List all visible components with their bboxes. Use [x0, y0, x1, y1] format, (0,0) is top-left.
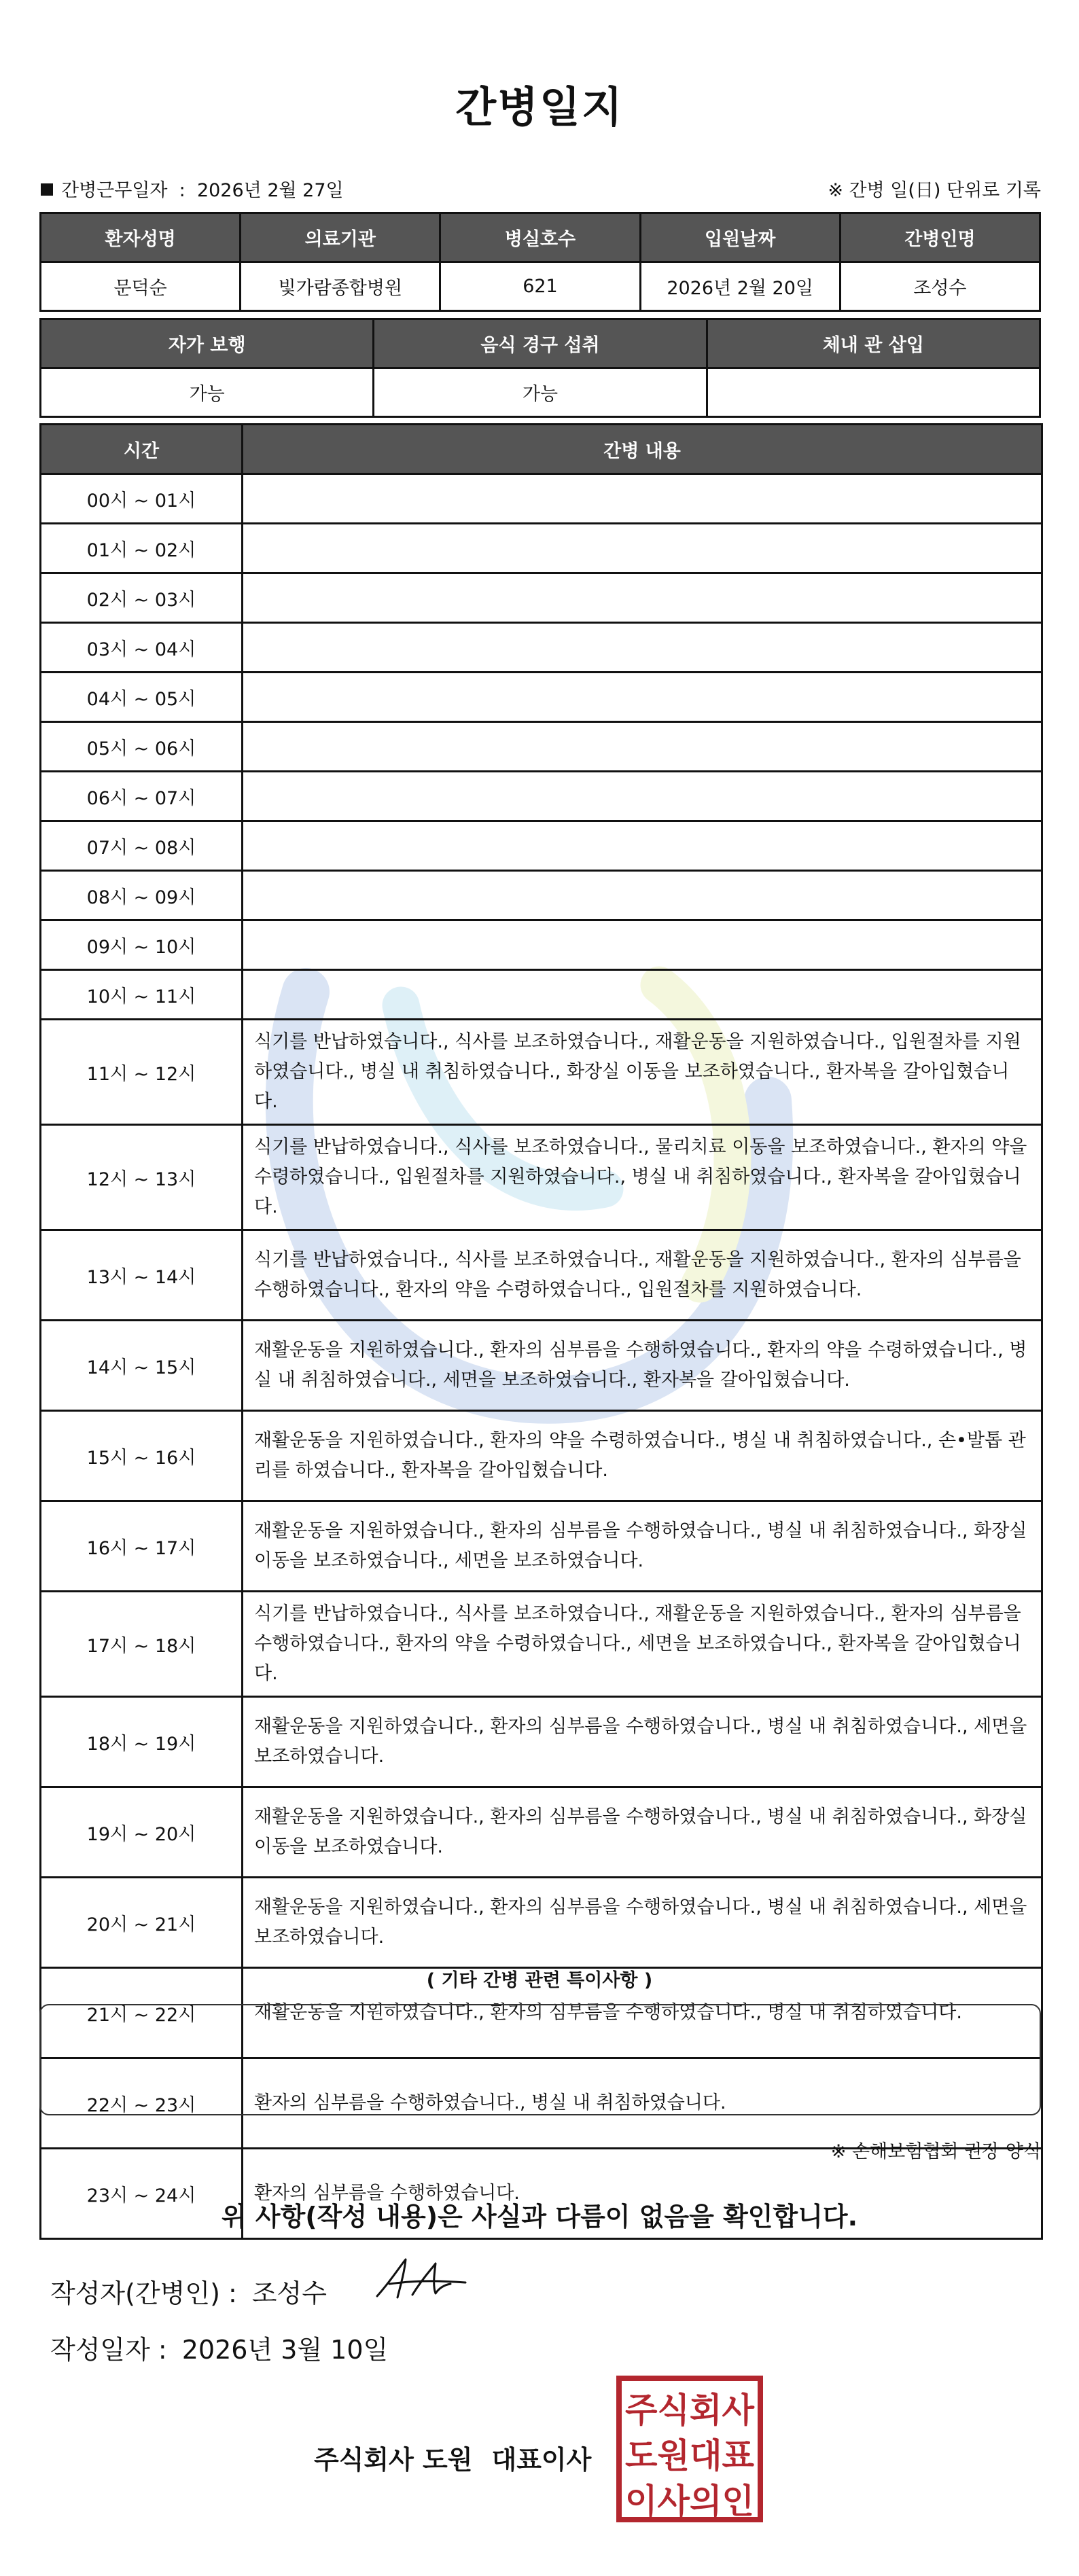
care-log-time: 16시 ~ 17시 — [41, 1501, 243, 1592]
svg-text:주식회사: 주식회사 — [625, 2391, 755, 2430]
care-log-time: 09시 ~ 10시 — [41, 920, 243, 970]
care-log-content: 식기를 반납하였습니다., 식사를 보조하였습니다., 재활운동을 지원하였습니다., 입원절차를 지원하였습니다., 병실 내 취침하였습니다., 화장실 이동을 보조하였습니다., 환자복을 갈아입혔습니다. — [243, 1020, 1042, 1125]
care-log-time: 01시 ~ 02시 — [41, 524, 243, 573]
company-name: 주식회사 도원 — [314, 2445, 473, 2475]
care-log-content — [243, 871, 1042, 920]
room-number: 621 — [440, 262, 640, 311]
writer-name: 조성수 — [251, 2278, 327, 2308]
header-time: 시간 — [41, 425, 243, 474]
header-oral-intake: 음식 경구 섭취 — [374, 319, 707, 368]
care-log-row — [41, 821, 1042, 871]
company-representative: 대표이사 — [491, 2445, 592, 2475]
care-log-time: 19시 ~ 20시 — [41, 1787, 243, 1878]
care-log-content: 식기를 반납하였습니다., 식사를 보조하였습니다., 물리치료 이동을 보조하였습니다., 환자의 약을 수령하였습니다., 입원절차를 지원하였습니다., 병실 내 취침하였습니다., 환자복을 갈아입혔습니다. — [243, 1125, 1042, 1230]
care-log-time: 08시 ~ 09시 — [41, 871, 243, 920]
signature — [370, 2254, 472, 2308]
special-notes-box — [39, 2004, 1041, 2115]
oral-intake-status: 가능 — [374, 368, 707, 417]
written-date-value: 2026년 3월 10일 — [181, 2335, 389, 2365]
patient-status-value-row — [41, 368, 1040, 417]
care-log-time: 05시 ~ 06시 — [41, 722, 243, 772]
care-log-row — [41, 970, 1042, 1020]
patient-info-header-row — [41, 213, 1040, 262]
written-date-label: 작성일자 : — [50, 2335, 167, 2365]
care-log-row — [41, 1787, 1042, 1878]
care-log-content: 재활운동을 지원하였습니다., 환자의 심부름을 수행하였습니다., 병실 내 취침하였습니다., 화장실 이동을 보조하였습니다. — [243, 1787, 1042, 1878]
care-log-row — [41, 1230, 1042, 1321]
care-log-time: 04시 ~ 05시 — [41, 673, 243, 722]
svg-text:도원대표: 도원대표 — [625, 2436, 755, 2475]
walking-status: 가능 — [41, 368, 374, 417]
company-line — [314, 2439, 591, 2476]
unit-note: ※ 간병 일(日) 단위로 기록 — [828, 180, 1041, 201]
care-log-time: 14시 ~ 15시 — [41, 1321, 243, 1411]
care-log-time: 11시 ~ 12시 — [41, 1020, 243, 1125]
page-title: 간병일지 — [455, 82, 624, 132]
care-log-time: 23시 ~ 24시 — [41, 2149, 243, 2239]
header-walking: 자가 보행 — [41, 319, 374, 368]
header-caregiver: 간병인명 — [840, 213, 1040, 262]
care-log-row — [41, 722, 1042, 772]
care-log-row — [41, 1321, 1042, 1411]
care-log-content — [243, 920, 1042, 970]
work-date-label: 간병근무일자 — [61, 180, 168, 201]
care-log-time: 03시 ~ 04시 — [41, 623, 243, 673]
header-patient-name: 환자성명 — [41, 213, 241, 262]
care-log-content — [243, 722, 1042, 772]
care-log-row — [41, 1878, 1042, 1968]
care-log-time: 02시 ~ 03시 — [41, 573, 243, 623]
care-log-row — [41, 573, 1042, 623]
care-log-row — [41, 871, 1042, 920]
header-care-content: 간병 내용 — [243, 425, 1042, 474]
writer-line — [50, 2272, 327, 2310]
care-log-content: 환자의 심부름을 수행하였습니다., 병실 내 취침하였습니다. — [243, 2058, 1042, 2149]
writer-label: 작성자(간병인) : — [50, 2278, 237, 2308]
work-date-value: 2026년 2월 27일 — [196, 180, 344, 201]
care-log-content — [243, 623, 1042, 673]
care-log-content — [243, 573, 1042, 623]
care-log-content — [243, 821, 1042, 871]
care-log-time: 20시 ~ 21시 — [41, 1878, 243, 1968]
care-log-content — [243, 524, 1042, 573]
care-log-content — [243, 970, 1042, 1020]
care-log-content: 식기를 반납하였습니다., 식사를 보조하였습니다., 재활운동을 지원하였습니다., 환자의 심부름을 수행하였습니다., 환자의 약을 수령하였습니다., 세면을 보조하였습니다., 환자복을 갈아입혔습니다. — [243, 1592, 1042, 1697]
care-log-time: 21시 ~ 22시 — [41, 1968, 243, 2058]
care-log-row — [41, 1697, 1042, 1787]
care-log-content: 환자의 심부름을 수행하였습니다. — [243, 2149, 1042, 2239]
care-log-content: 재활운동을 지원하였습니다., 환자의 심부름을 수행하였습니다., 환자의 약을 수령하였습니다., 병실 내 취침하였습니다., 세면을 보조하였습니다., 환자복을 갈아입혔습니다. — [243, 1321, 1042, 1411]
work-date: 간병근무일자 : 2026년 2월 27일 — [41, 175, 344, 202]
company-seal — [615, 2374, 764, 2524]
care-log-time: 17시 ~ 18시 — [41, 1592, 243, 1697]
patient-status-header-row — [41, 319, 1040, 368]
care-log-content: 재활운동을 지원하였습니다., 환자의 심부름을 수행하였습니다., 병실 내 취침하였습니다. — [243, 1968, 1042, 2058]
patient-info-value-row — [41, 262, 1040, 311]
care-log-content: 식기를 반납하였습니다., 식사를 보조하였습니다., 재활운동을 지원하였습니다., 환자의 심부름을 수행하였습니다., 환자의 약을 수령하였습니다., 입원절차를 지원하였습니다. — [243, 1230, 1042, 1321]
square-bullet-icon — [41, 183, 53, 196]
care-log-row — [41, 920, 1042, 970]
patient-name: 문덕순 — [41, 262, 241, 311]
svg-text:이사의인: 이사의인 — [625, 2482, 754, 2521]
header-admission-date: 입원날짜 — [640, 213, 840, 262]
care-log-time: 12시 ~ 13시 — [41, 1125, 243, 1230]
care-log-content: 재활운동을 지원하였습니다., 환자의 약을 수령하였습니다., 병실 내 취침하였습니다., 손•발톱 관리를 하였습니다., 환자복을 갈아입혔습니다. — [243, 1411, 1042, 1501]
care-log-row — [41, 1592, 1042, 1697]
patient-status-table — [39, 318, 1041, 418]
header-room: 병실호수 — [440, 213, 640, 262]
care-log-time: 00시 ~ 01시 — [41, 474, 243, 524]
care-log-row — [41, 1020, 1042, 1125]
care-log-row — [41, 1411, 1042, 1501]
care-log-content — [243, 474, 1042, 524]
care-log-row — [41, 1125, 1042, 1230]
care-log-header-row — [41, 425, 1042, 474]
care-log-content: 재활운동을 지원하였습니다., 환자의 심부름을 수행하였습니다., 병실 내 취침하였습니다., 세면을 보조하였습니다. — [243, 1878, 1042, 1968]
care-log-time: 07시 ~ 08시 — [41, 821, 243, 871]
care-log-content — [243, 673, 1042, 722]
header-tube: 체내 관 삽입 — [707, 319, 1040, 368]
institution: 빛가람종합병원 — [241, 262, 440, 311]
care-log-row — [41, 772, 1042, 821]
care-log-row — [41, 474, 1042, 524]
care-log-row — [41, 673, 1042, 722]
care-log-row — [41, 623, 1042, 673]
care-log-time: 06시 ~ 07시 — [41, 772, 243, 821]
care-log-time: 18시 ~ 19시 — [41, 1697, 243, 1787]
care-log-time: 15시 ~ 16시 — [41, 1411, 243, 1501]
tube-status — [707, 368, 1040, 417]
care-log-row — [41, 524, 1042, 573]
care-log-time: 10시 ~ 11시 — [41, 970, 243, 1020]
patient-info-table — [39, 212, 1041, 312]
admission-date: 2026년 2월 20일 — [640, 262, 840, 311]
care-log-time: 22시 ~ 23시 — [41, 2058, 243, 2149]
care-log-time: 13시 ~ 14시 — [41, 1230, 243, 1321]
care-log-content — [243, 772, 1042, 821]
care-log-content: 재활운동을 지원하였습니다., 환자의 심부름을 수행하였습니다., 병실 내 취침하였습니다., 세면을 보조하였습니다. — [243, 1697, 1042, 1787]
notes-title: ( 기타 간병 관련 특이사항 ) — [426, 1970, 653, 1991]
written-date-line — [50, 2329, 388, 2366]
caregiver-name: 조성수 — [840, 262, 1040, 311]
header-institution: 의료기관 — [241, 213, 440, 262]
recommend-note: ※ 손해보험협회 권장 양식 — [830, 2141, 1041, 2162]
confirmation-statement: 위 사항(작성 내용)은 사실과 다름이 없음을 확인합니다. — [221, 2202, 858, 2232]
care-log-content: 재활운동을 지원하였습니다., 환자의 심부름을 수행하였습니다., 병실 내 취침하였습니다., 화장실 이동을 보조하였습니다., 세면을 보조하였습니다. — [243, 1501, 1042, 1592]
care-log-row — [41, 1501, 1042, 1592]
